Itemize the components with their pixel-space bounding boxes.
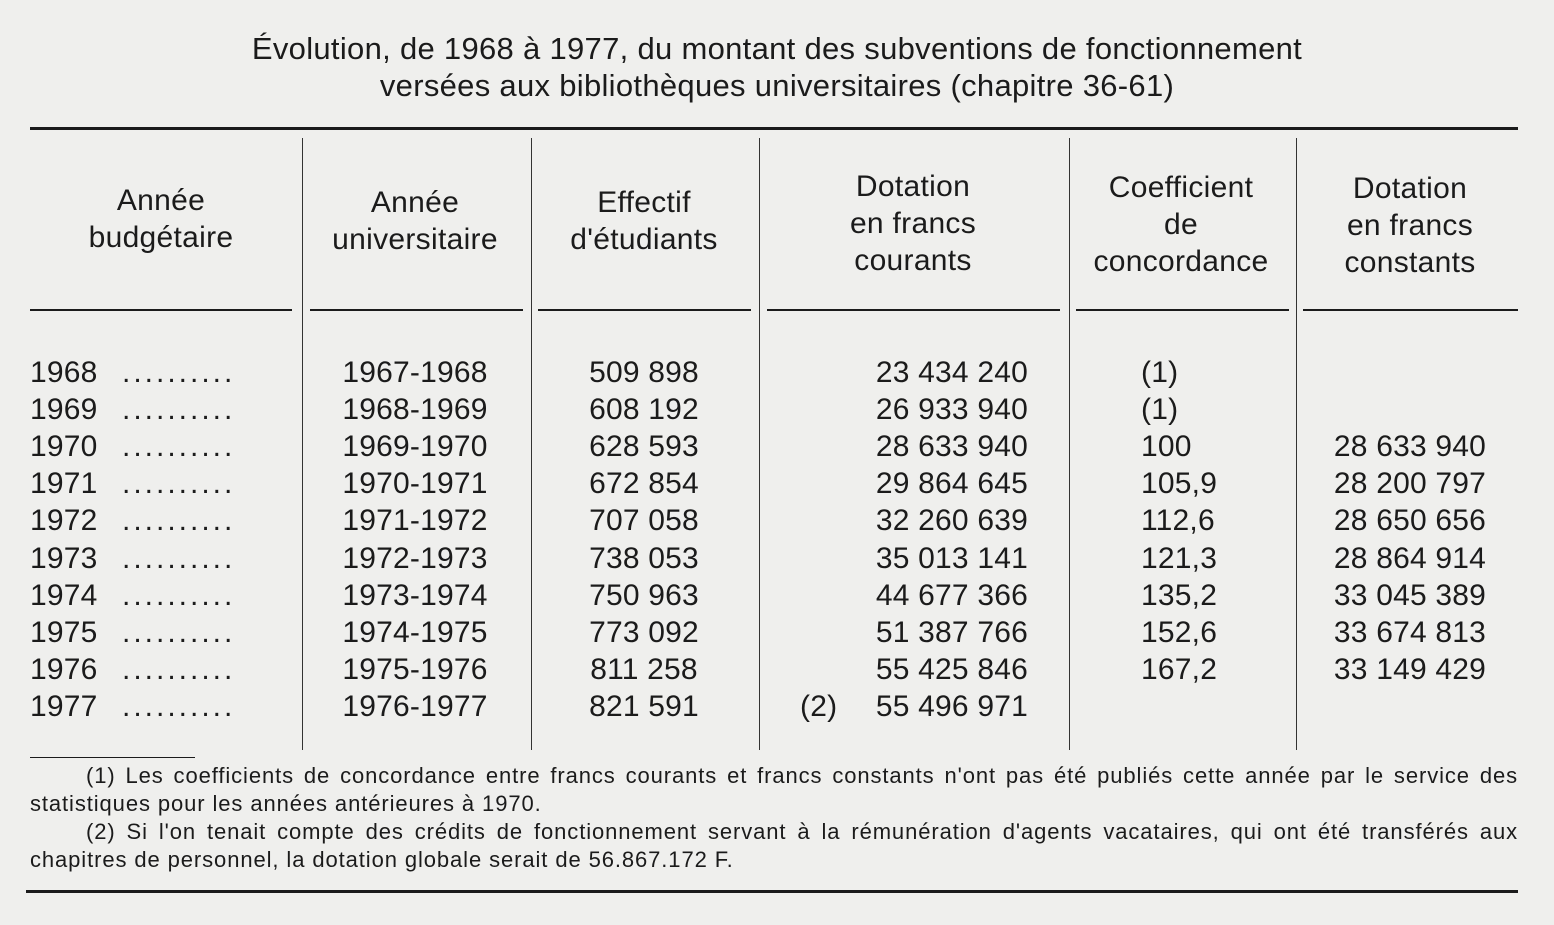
cell-students: 608 192 <box>589 393 699 427</box>
cell-students: 750 963 <box>589 578 699 612</box>
cell-leader: .......... <box>122 541 236 575</box>
header-rule <box>30 309 292 311</box>
cell-academic-year: 1976-1977 <box>342 689 488 723</box>
cell-constant-francs: 28 650 656 <box>1333 504 1487 538</box>
cell-academic-year: 1971-1972 <box>342 504 488 538</box>
cell-current-francs: 32 260 639 <box>875 504 1028 538</box>
cell-current-francs: 26 933 940 <box>875 393 1028 427</box>
footnote-2: (2) Si l'on tenait compte des crédits de fonctionnement servant à la rémunération d'agents vacataires, qui ont été transférés aux chapitres de personnel, la dotation globale serait de 56.867.172 F. <box>30 819 1518 872</box>
cell-current-francs: 29 864 645 <box>875 467 1028 501</box>
column-separator <box>302 138 303 750</box>
table-title <box>0 30 1554 104</box>
top-rule <box>30 127 1518 130</box>
cell-students: 707 058 <box>589 504 699 538</box>
cell-leader: .......... <box>122 615 236 649</box>
cell-constant-francs: 28 633 940 <box>1333 430 1487 464</box>
cell-current-francs: 44 677 366 <box>875 578 1028 612</box>
cell-constant-francs: 33 149 429 <box>1333 652 1487 686</box>
cell-budget-year: 1975 <box>30 615 98 649</box>
cell-budget-year: 1976 <box>30 652 98 686</box>
cell-current-francs: 28 633 940 <box>875 430 1028 464</box>
cell-constant-francs: 28 864 914 <box>1333 541 1487 575</box>
cell-budget-year: 1974 <box>30 578 98 612</box>
cell-academic-year: 1968-1969 <box>342 393 488 427</box>
cell-students: 628 593 <box>589 430 699 464</box>
title-line-1: Évolution, de 1968 à 1977, du montant des subventions de fonctionnement <box>251 31 1303 66</box>
header-current-francs: Dotation en francs courants <box>849 170 977 277</box>
cell-academic-year: 1972-1973 <box>342 541 488 575</box>
cell-academic-year: 1967-1968 <box>342 356 488 389</box>
header-constant-francs: Dotation en francs constants <box>1344 172 1476 279</box>
cell-budget-year: 1973 <box>30 541 98 575</box>
cell-academic-year: 1973-1974 <box>342 578 488 612</box>
cell-coefficient: 112,6 <box>1141 504 1215 538</box>
bottom-rule <box>26 890 1518 893</box>
cell-current-francs: 35 013 141 <box>875 541 1028 575</box>
cell-academic-year: 1974-1975 <box>342 615 488 649</box>
cell-budget-year: 1977 <box>30 689 98 723</box>
cell-leader: .......... <box>122 578 236 612</box>
cell-coefficient: 135,2 <box>1141 578 1218 612</box>
header-rule <box>1303 309 1518 311</box>
cell-students: 811 258 <box>590 652 698 686</box>
header-budget-year: Année budgétaire <box>88 184 234 254</box>
cell-constant-francs: 28 200 797 <box>1333 467 1487 501</box>
cell-current-francs: 55 425 846 <box>875 652 1028 686</box>
header-rule <box>767 309 1060 311</box>
cell-academic-year: 1969-1970 <box>342 430 488 464</box>
cell-coefficient: 100 <box>1141 430 1192 464</box>
cell-leader: .......... <box>122 504 236 538</box>
cell-leader: .......... <box>122 430 236 464</box>
cell-leader: .......... <box>122 689 236 723</box>
cell-academic-year: 1970-1971 <box>342 467 488 501</box>
header-rule <box>310 309 523 311</box>
cell-coefficient: (1) <box>1141 393 1179 427</box>
cell-leader: .......... <box>122 393 236 427</box>
footnote-rule <box>30 757 195 758</box>
cell-current-francs: 55 496 971 <box>875 689 1028 723</box>
cell-budget-year: 1970 <box>30 430 98 464</box>
header-students: Effectif d'étudiants <box>570 186 718 256</box>
column-separator <box>1296 138 1297 750</box>
footnotes <box>30 762 1518 874</box>
header-coefficient: Coefficient de concordance <box>1093 171 1269 278</box>
title-line-2: versées aux bibliothèques universitaires (chapitre 36-61) <box>379 68 1175 103</box>
column-separator <box>531 138 532 750</box>
cell-academic-year: 1975-1976 <box>342 652 488 686</box>
header-rule <box>538 309 751 311</box>
cell-students: 821 591 <box>589 689 699 723</box>
cell-coefficient: 167,2 <box>1141 652 1218 686</box>
cell-note: (2) <box>800 689 838 723</box>
cell-coefficient: 121,3 <box>1141 541 1218 575</box>
header-academic-year: Année universitaire <box>332 186 498 256</box>
cell-coefficient: 105,9 <box>1141 467 1218 501</box>
column-separator <box>759 138 760 750</box>
cell-students: 509 898 <box>589 356 699 389</box>
footnote-1: (1) Les coefficients de concordance entre francs courants et francs constants n'ont pas été publiés cette année par le service des statistiques pour les années antérieures à 1970. <box>30 763 1518 816</box>
column-separator <box>1069 138 1070 750</box>
cell-constant-francs: 33 045 389 <box>1333 578 1487 612</box>
cell-students: 773 092 <box>589 615 699 649</box>
cell-coefficient: 152,6 <box>1141 615 1218 649</box>
cell-leader: .......... <box>122 652 236 686</box>
cell-constant-francs: 33 674 813 <box>1333 615 1487 649</box>
cell-current-francs: 23 434 240 <box>875 356 1028 389</box>
cell-current-francs: 51 387 766 <box>875 615 1028 649</box>
cell-coefficient: (1) <box>1141 356 1179 389</box>
header-rule <box>1076 309 1289 311</box>
cell-leader: .......... <box>122 356 236 389</box>
cell-students: 672 854 <box>589 467 699 501</box>
cell-budget-year: 1971 <box>30 467 98 501</box>
cell-budget-year: 1972 <box>30 504 98 538</box>
cell-budget-year: 1968 <box>30 356 98 389</box>
cell-students: 738 053 <box>589 541 699 575</box>
cell-budget-year: 1969 <box>30 393 98 427</box>
cell-leader: .......... <box>122 467 236 501</box>
